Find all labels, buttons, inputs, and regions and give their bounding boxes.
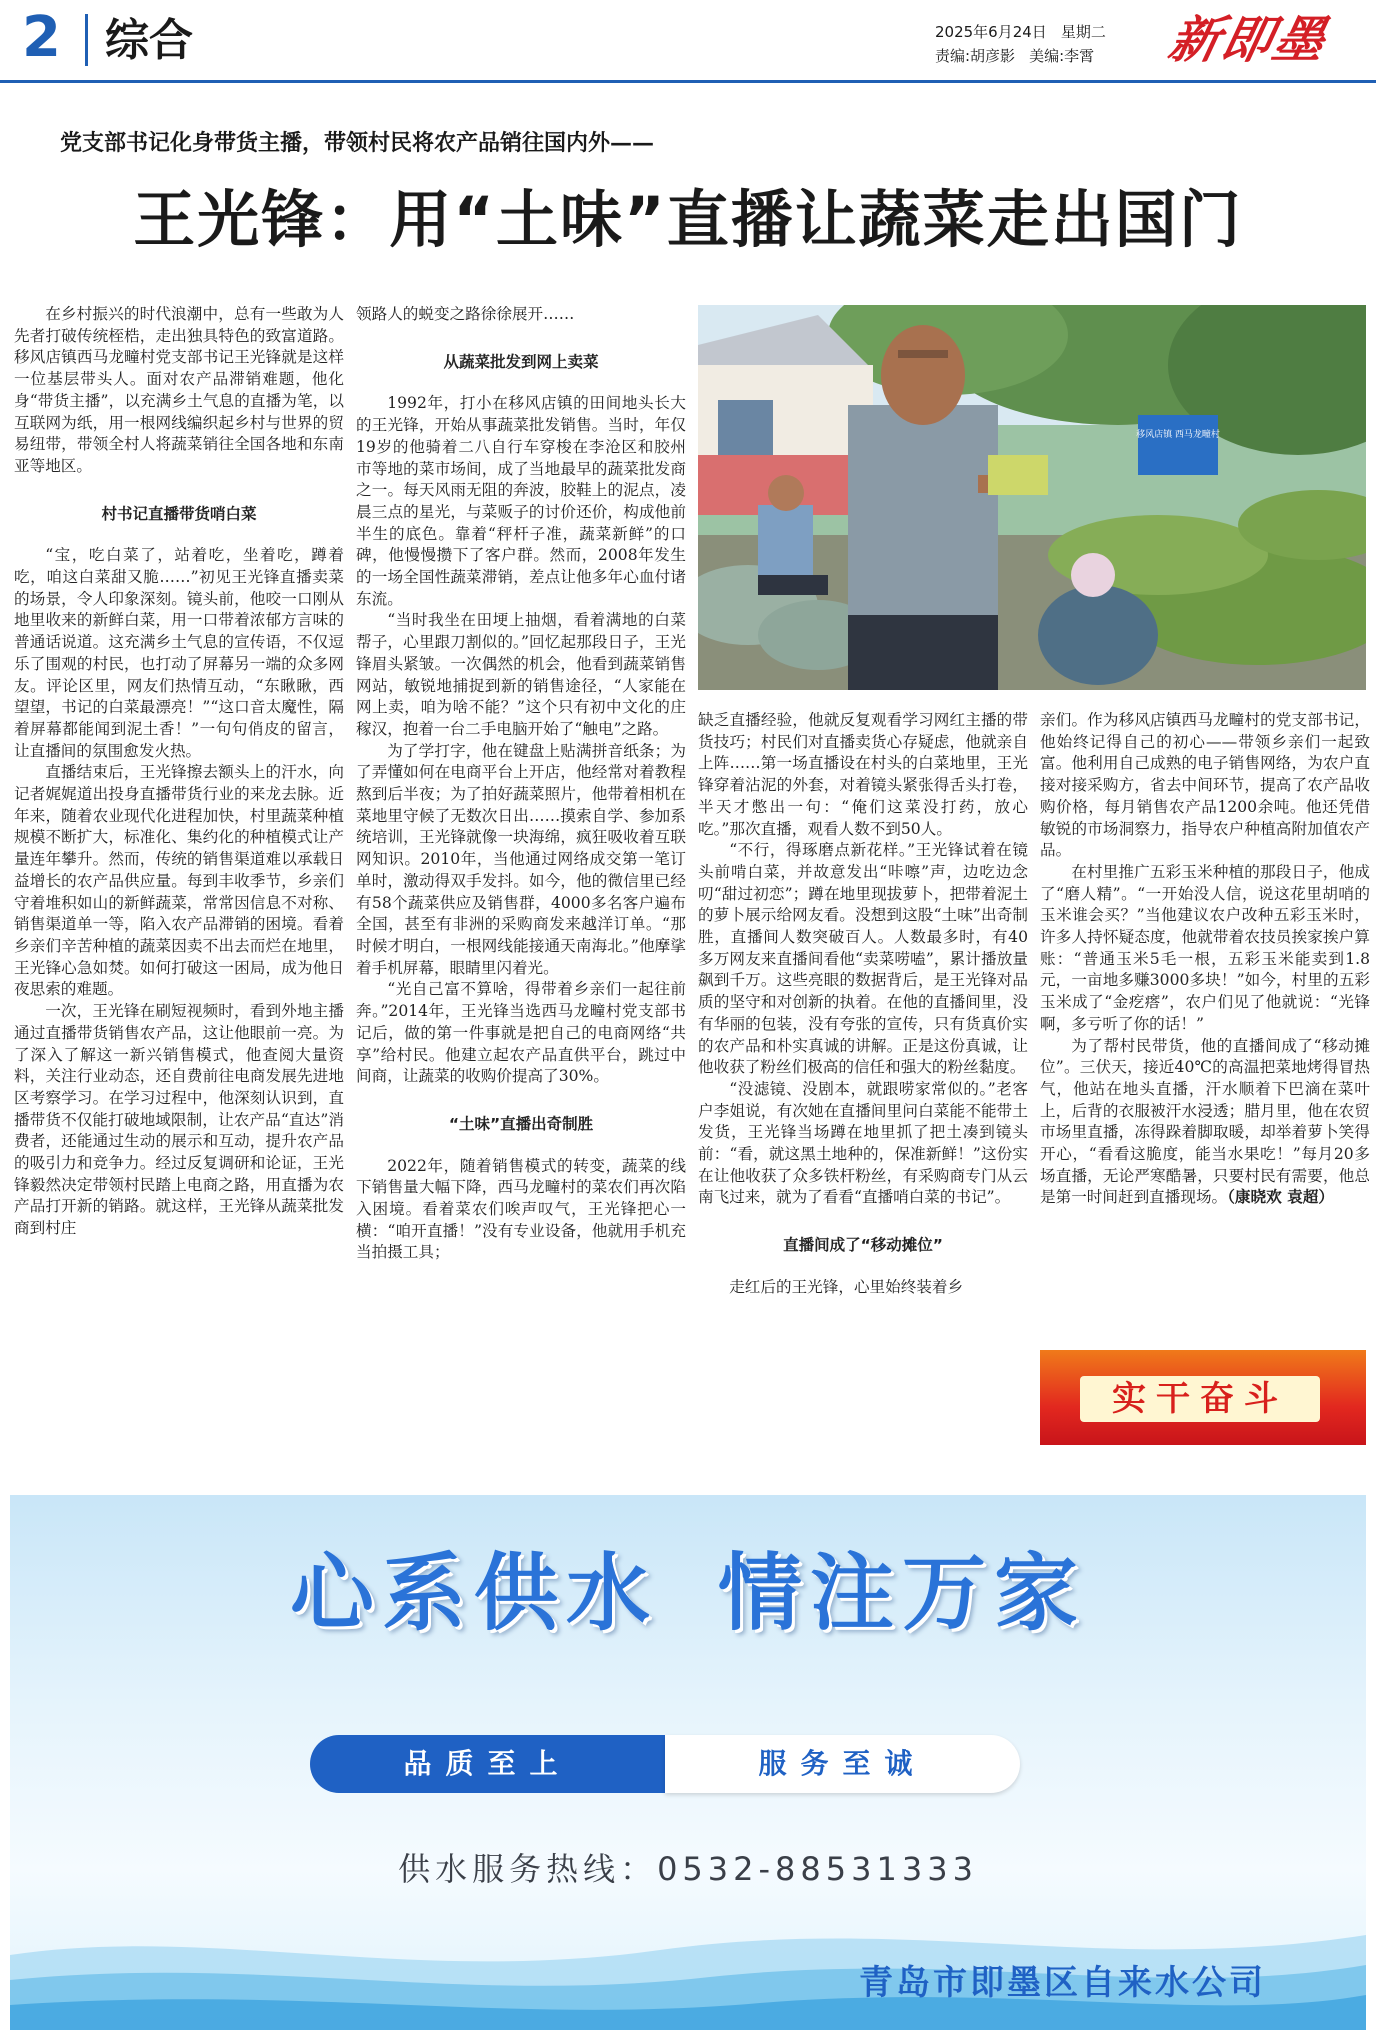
article-headline: 王光锋：用“土味”直播让蔬菜走出国门 [133, 183, 1243, 256]
article-byline: （康晓欢 袁超） [1227, 1188, 1334, 1207]
issue-date-row [935, 20, 1106, 44]
article-column-1 [14, 304, 344, 1489]
issue-weekday: 星期二 [1060, 23, 1106, 41]
subheading: 从蔬菜批发到网上卖菜 [443, 352, 599, 371]
article-column-4 [1040, 710, 1370, 1350]
paragraph: 领路人的蜕变之路徐徐展开…… [356, 305, 575, 323]
paragraph: 一次，王光锋在刷短视频时，看到外地主播通过直播带货销售农产品，这让他眼前一亮。为了深入了解这一新兴销售模式，他查阅大量资料，关注行业动态，还自费前往电商发展先进地区考察学习。在学习过程中，他深刻认识到，直播带货不仅能打破地域限制，让农产品“直达”消费者，还能通过生动的展示和互动，提升农产品的吸引力和竞争力。经过反复调研和论证，王光锋毅然决定带领村民踏上电商之路，用直播为农产品打开新的销路。就这样，王光锋从蔬菜批发商到村庄 [14, 1002, 344, 1238]
ad-slogan-right: 服务至诚 [665, 1735, 1020, 1793]
photo-sign-text: 移风店镇 西马龙疃村 [1136, 430, 1220, 440]
subheading: 直播间成了“移动摊位” [783, 1236, 943, 1255]
paragraph: “不行，得琢磨点新花样。”王光锋试着在镜头前啃白菜，并故意发出“咔嚓”声，边吃边念叨“甜过初恋”；蹲在地里现拔萝卜，把带着泥土的萝卜展示给网友看。没想到这股“土味”出奇制胜，直播间人数突破百人。人数最多时，有40多万网友来直播间看他“卖菜唠嗑”，累计播放量飙到千万。这些亮眼的数据背后，是王光锋对品质的坚守和对创新的执着。在他的直播间里，没有华丽的包装，没有夸张的宣传，只有货真价实的农产品和朴实真诚的讲解。正是这份真诚，让他收获了粉丝们极高的信任和强大的粉丝黏度。 [698, 841, 1028, 1077]
water-supply-ad [10, 1495, 1366, 2030]
paragraph: 走红后的王光锋，心里始终装着乡 [729, 1277, 964, 1296]
badge-text: 实干奋斗 [1080, 1376, 1320, 1422]
subheading: “土味”直播出奇制胜 [448, 1114, 594, 1133]
article-kicker: 党支部书记化身带货主播，带领村民将农产品销往国内外—— [60, 130, 655, 156]
issue-info [935, 20, 1106, 68]
paragraph: 缺乏直播经验，他就反复观看学习网红主播的带货技巧；村民们对直播卖货心存疑虑，他就亲自上阵……第一场直播设在村头的白菜地里，王光锋穿着沾泥的外套，对着镜头紧张得舌头打卷，半天才憋出一句：“俺们这菜没打药，放心吃。”那次直播，观看人数不到50人。 [698, 711, 1028, 838]
article-photo [698, 305, 1366, 690]
photo-illustration [698, 305, 1366, 690]
editor: 责编:胡彦影 [935, 47, 1016, 65]
paragraph: “光自己富不算啥，得带着乡亲们一起往前奔。”2014年，王光锋当选西马龙疃村党支部书记后，做的第一件事就是把自己的电商网络“共享”给村民。他建立起农产品直供平台，跳过中间商，让蔬菜的收购价提高了30%。 [356, 980, 686, 1086]
header-divider [85, 14, 88, 66]
paragraph: 在乡村振兴的时代浪潮中，总有一些敢为人先者打破传统桎梏，走出独具特色的致富道路。移风店镇西马龙疃村党支部书记王光锋就是这样一位基层带头人。面对农产品滞销难题，他化身“带货主播”，以充满乡土气息的直播为笔，以互联网为纸，用一根网线编织起乡村与世界的贸易纽带，带领全村人将蔬菜销往全国各地和东南亚等地区。 [14, 305, 344, 475]
paragraph: “宝，吃白菜了，站着吃，坐着吃，蹲着吃，咱这白菜甜又脆……”初见王光锋直播卖菜的场景，令人印象深刻。镜头前，他咬一口刚从地里收来的新鲜白菜，用一口带着浓郁方言味的普通话说道。这充满乡土气息的宣传语，不仅逗乐了围观的村民，也打动了屏幕另一端的众多网友。评论区里，网友们热情互动，“东瞅瞅，西望望，书记的白菜最漂亮！”“这口音太魔性，隔着屏幕都能闻到泥土香！”一句句俏皮的留言，让直播间的氛围愈发火热。 [14, 546, 344, 760]
paragraph: “当时我坐在田埂上抽烟，看着满地的白菜帮子，心里跟刀割似的。”回忆起那段日子，王光锋眉头紧皱。一次偶然的机会，他看到蔬菜销售网站，敏锐地捕捉到新的销售途径，“人家能在网上卖，咱为啥不能？”这个只有初中文化的庄稼汉，抱着一台二手电脑开始了“触电”之路。 [356, 611, 686, 738]
paragraph [1040, 1036, 1370, 1210]
ad-company: 青岛市即墨区自来水公司 [859, 1963, 1266, 2003]
ad-title [10, 1543, 1366, 1643]
ad-hotline: 供水服务热线：0532-88531333 [398, 1850, 978, 1888]
paragraph: 直播结束后，王光锋擦去额头上的汗水，向记者娓娓道出投身直播带货行业的来龙去脉。近年来，随着农业现代化进程加快，村里蔬菜种植规模不断扩大，标准化、集约化的种植模式让产量连年攀升。然而，传统的销售渠道难以承载日益增长的农产品供应量。每到丰收季节，乡亲们守着堆积如山的新鲜蔬菜，常常因信息不对称、销售渠道单一等，陷入农产品滞销的困境。看着乡亲们辛苦种植的蔬菜因卖不出去而烂在地里，王光锋心急如焚。如何打破这一困局，成为他日夜思索的难题。 [14, 763, 344, 999]
page-number: 2 [22, 5, 61, 70]
paragraph: “没滤镜、没剧本，就跟唠家常似的。”老客户李姐说，有次她在直播间里问白菜能不能带土发货，王光锋当场蹲在地里抓了把土凑到镜头前：“看，就这黑土地种的，保准新鲜！”这份实在让他收获了众多铁杆粉丝，有采购商专门从云南飞过来，就为了看看“直播哨白菜的书记”。 [698, 1079, 1028, 1207]
page-header [0, 0, 1376, 82]
article-column-2 [356, 304, 686, 1489]
ad-slogan-left: 品质至上 [310, 1735, 665, 1793]
paragraph: 亲们。作为移风店镇西马龙疃村的党支部书记，他始终记得自己的初心——带领乡亲们一起致富。他利用自己成熟的电子销售网络，为农户直接对接采购方，省去中间环节，提高了农产品收购价格，每月销售农产品1200余吨。他还凭借敏锐的市场洞察力，指导农户种植高附加值农产品。 [1040, 711, 1370, 860]
newspaper-logo: 新即墨 [1163, 10, 1333, 69]
ad-title-part2: 情注万家 [718, 1544, 1087, 1642]
paragraph-text: 为了帮村民带货，他的直播间成了“移动摊位”。三伏天，接近40℃的高温把菜地烤得冒热气，他站在地头直播，汗水顺着下巴滴在菜叶上，后背的衣服被汗水浸透；腊月里，他在农贸市场里直播，冻得跺着脚取暖，却举着萝卜笑得开心，“看看这脆度，能当水果吃！”每月20多场直播，无论严寒酷暑，只要村民有需要，他总是第一时间赶到直播现场。 [1040, 1036, 1370, 1207]
column-badge [1040, 1350, 1366, 1445]
header-rule [0, 80, 1376, 83]
paragraph: 2022年，随着销售模式的转变，蔬菜的线下销售量大幅下降，西马龙疃村的菜农们再次陷入困境。看着菜农们唉声叹气，王光锋把心一横：“咱开直播！”没有专业设备，他就用手机充当拍摄工具； [356, 1156, 686, 1262]
ad-title-part1: 心系供水 [289, 1544, 658, 1642]
editor-row [935, 44, 1106, 68]
paragraph: 为了学打字，他在键盘上贴满拼音纸条；为了弄懂如何在电商平台上开店，他经常对着教程熬到后半夜；为了拍好蔬菜照片，他带着相机在菜地里守候了无数次日出……摸索自学、参加系统培训，王光锋就像一块海绵，疯狂吸收着互联网知识。2010年，当他通过网络成交第一笔订单时，激动得双手发抖。如今，他的微信里已经有58个蔬菜供应及销售群，4000多名客户遍布全国，甚至有非洲的采购商发来越洋订单。“那时候才明白，一根网线能接通天南海北。”他摩挲着手机屏幕，眼睛里闪着光。 [356, 741, 686, 977]
paragraph: 在村里推广五彩玉米种植的那段日子，他成了“磨人精”。“一开始没人信，说这花里胡哨的玉米谁会买？”当他建议农户改种五彩玉米时，许多人持怀疑态度，他就带着农技员挨家挨户算账：“普通玉米5毛一根，五彩玉米能卖到1.8元，一亩地多赚3000多块！”如今，村里的五彩玉米成了“金疙瘩”，农户们见了他就说：“光锋啊，多亏听了你的话！” [1040, 862, 1370, 1033]
section-title: 综合 [105, 15, 193, 66]
article-column-3 [698, 710, 1028, 1490]
paragraph: 1992年，打小在移风店镇的田间地头长大的王光锋，开始从事蔬菜批发销售。当时，年仅19岁的他骑着二八自行车穿梭在李沧区和胶州市等地的菜市场间，成了当地最早的蔬菜批发商之一。每天风雨无阻的奔波，胶鞋上的泥点，凌晨三点的星光，与菜贩子的讨价还价，构成他前半生的底色。靠着“秤杆子准，蔬菜新鲜”的口碑，他慢慢攒下了客户群。然而，2008年发生的一场全国性蔬菜滞销，差点让他多年心血付诸东流。 [356, 394, 686, 608]
subheading: 村书记直播带货哨白菜 [101, 504, 257, 523]
designer: 美编:李霄 [1029, 47, 1095, 65]
issue-date: 2025年6月24日 [935, 23, 1047, 41]
ad-slogan-pill [310, 1735, 1020, 1793]
